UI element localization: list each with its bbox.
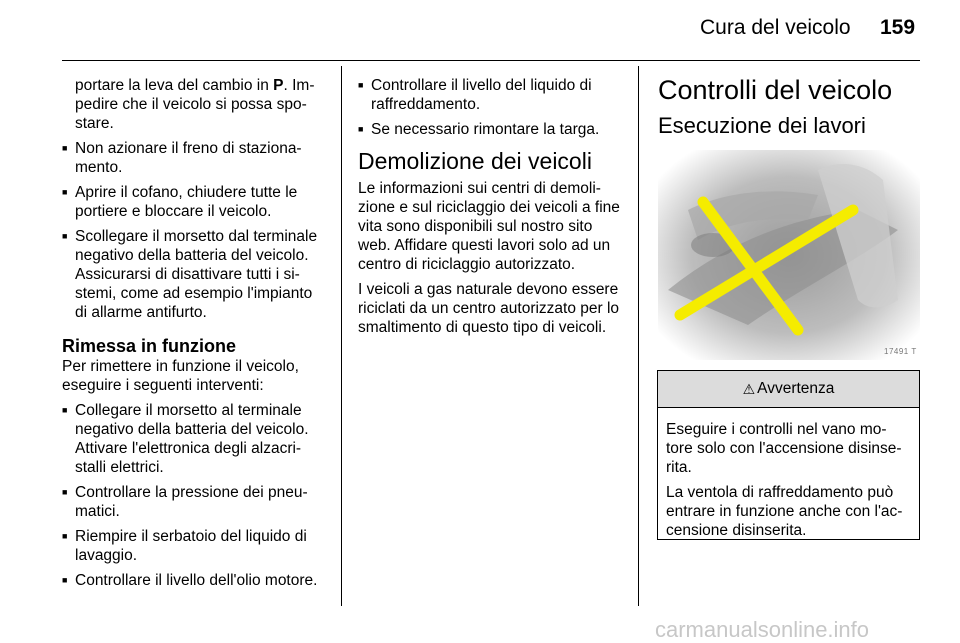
warning-header [658,371,919,408]
list-item: ■ Se necessario rimontare la targa. [358,120,624,139]
column-3 [658,76,920,138]
header-rule [62,60,920,61]
figure-number: 17491 T [884,347,917,356]
warning-paragraph: Eseguire i controlli nel vano mo-tore solo con l'accensione disinse-rita. [666,421,902,476]
cng-paragraph: I veicoli a gas naturale devono essere riciclati da un centro autorizzato per lo smaltimento di questo tipo di veicoli. [358,281,620,336]
list-item: ■ Controllare il livello del liquido di raffreddamento. [358,76,624,114]
list-item: ■ Aprire il cofano, chiudere tutte le portiere e bloccare il veicolo. [62,183,328,221]
section-title: Cura del veicolo [700,16,851,39]
column-1 [62,76,328,596]
chapter-title: Controlli del veicolo [658,75,893,105]
list-item: ■ Collegare il morsetto al terminale negativo della batteria del veicolo. Attivare l'elettronica degli alzacri-stalli elettrici. [62,401,328,477]
warning-box [657,370,920,540]
storage-steps-list [62,139,328,322]
demolizione-heading: Demolizione dei veicoli [358,148,592,174]
warning-title: Avvertenza [757,380,835,397]
column-divider-right [638,66,639,606]
column-divider-left [341,66,342,606]
warning-body [658,408,919,540]
engine-bay-illustration [658,150,920,360]
checks-list [358,76,624,139]
page-number: 159 [880,16,916,39]
rimessa-heading: Rimessa in funzione [62,336,237,356]
intro-paragraph: portare la leva del cambio in P. Im-pedire che il veicolo si possa spo-stare. [75,77,315,132]
list-item: ■ Controllare la pressione dei pneu-matici. [62,483,328,521]
column-2 [358,76,624,343]
list-item: ■ Controllare il livello dell'olio motore. [62,571,328,590]
warning-triangle-icon: ⚠ [742,380,756,397]
rimessa-intro: Per rimettere in funzione il veicolo, eseguire i seguenti interventi: [62,358,299,394]
list-item: ■ Riempire il serbatoio del liquido di lavaggio. [62,527,328,565]
recommission-steps-list [62,401,328,590]
list-item: ■ Non azionare il freno di staziona-mento. [62,139,328,177]
demolizione-paragraph: Le informazioni sui centri di demoli-zione e sul riciclaggio dei veicoli a fine vita sono disponibili sul nostro sito web. Affidare questi lavori solo ad un centro di riciclaggio autorizzato. [358,180,620,273]
list-item: ■ Scollegare il morsetto dal terminale negativo della batteria del veicolo. Assicurarsi di disattivare tutti i si-stemi, come ad esempio l'impianto di allarme antifurto. [62,227,328,322]
chapter-subtitle: Esecuzione dei lavori [658,113,866,138]
watermark: carmanualsonline.info [655,617,870,642]
warning-paragraph: La ventola di raffreddamento può entrare in funzione anche con l'ac-censione disinserita. [666,484,903,539]
